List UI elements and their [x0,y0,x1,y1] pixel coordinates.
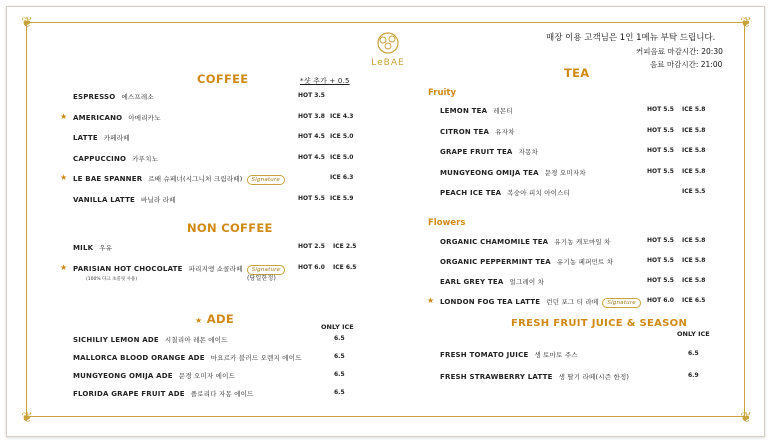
menu-item-row [440,372,629,381]
menu-item-name: FLORIDA GRAPE FRUIT ADE [73,390,185,398]
menu-item-name: AMERICANO [73,113,123,122]
menu-item-row [440,277,544,286]
menu-item-name: MUNGYEONG OMIJA ADE [73,372,173,380]
menu-item-name: CAPPUCCINO [73,154,127,163]
ice-price: ICE 5.8 [682,106,706,113]
star-icon: ★ [60,173,68,182]
item-price: 6.5 [334,371,345,378]
menu-item-row [73,353,302,362]
menu-item-korean: 에스프레소 [121,93,154,101]
hot-price: HOT 5.5 [298,194,325,202]
ice-price: ICE 5.8 [682,167,706,175]
menu-item-name: ESPRESSO [73,93,116,101]
menu-item-row [440,257,613,266]
hot-price: HOT 5.5 [647,237,674,244]
fruity-subtitle: Fruity [428,88,457,98]
menu-item-name: MALLORCA BLOOD ORANGE ADE [73,354,205,362]
hot-price: HOT 4.5 [298,153,325,161]
juice-title: FRESH FRUIT JUICE & SEASON [511,318,688,329]
signature-badge: Signature [247,175,285,185]
menu-item-korean: 유자차 [495,127,515,136]
menu-item-row [73,174,285,185]
star-icon: ★ [60,263,68,272]
menu-item-korean: 카페라떼 [103,134,130,142]
item-price: 6.9 [688,372,699,379]
item-price: 6.5 [334,335,345,342]
menu-item-korean: 카푸치노 [132,154,159,163]
ice-price: ICE 5.8 [682,277,706,284]
ice-price: ICE 5.8 [682,237,706,244]
ade-title [195,312,234,326]
menu-item-row [73,371,235,380]
menu-item-korean: 자몽차 [518,148,538,156]
menu-item-row [440,350,578,359]
menu-item-row [73,243,112,252]
coffee-close-time: 커피음료 마감시간: 20:30 [636,47,723,56]
chocolate-limit: (당일한정) [247,275,277,282]
menu-item-row [73,154,158,163]
shot-add-note: *샷 추가 + 0.5 [300,77,350,85]
menu-item-row [73,92,154,101]
ice-price: ICE 2.5 [333,243,357,250]
menu-item-korean: 마요르카 블러드 오렌지 에이드 [210,354,302,362]
menu-item-name: CITRON TEA [440,127,490,136]
hot-price: HOT 5.5 [647,167,674,175]
menu-item-name: MILK [73,244,94,252]
menu-item-korean: 얼그레이 차 [509,278,545,286]
menu-item-name: PEACH ICE TEA [440,189,502,197]
ice-price: ICE 6.5 [333,264,357,271]
menu-item-korean: 문경 오미자 에이드 [178,372,236,380]
menu-item-korean: 플로리다 자몽 에이드 [190,390,254,398]
hot-price: HOT 5.5 [647,106,674,113]
brand-logo [368,30,408,68]
menu-item-korean: 레몬티 [493,107,513,115]
ade-only-ice: ONLY ICE [321,323,354,331]
chocolate-note: (100% 다크 초콜릿 사용) [86,277,138,282]
ice-price: ICE 5.8 [682,147,706,154]
hot-price: HOT 2.5 [298,243,325,250]
menu-item-name: EARL GREY TEA [440,278,504,286]
flowers-subtitle: Flowers [428,218,466,228]
ice-price: ICE 4.3 [330,112,354,120]
drink-close-time: 음료 마감시간: 21:00 [650,60,723,69]
ice-price: ICE 5.8 [682,126,706,134]
menu-item-korean: 우유 [99,244,113,252]
menu-item-row [440,168,586,177]
item-price: 6.5 [334,389,345,396]
ice-price: ICE 5.5 [682,188,706,195]
hot-price: HOT 5.5 [647,257,674,264]
star-icon: ★ [60,111,68,121]
hot-price: HOT 5.5 [647,277,674,284]
hot-price: HOT 6.0 [298,264,325,271]
menu-item-korean: 바닐라 라떼 [141,195,176,204]
menu-item-korean: 유기농 페퍼민트 차 [556,258,614,266]
menu-item-korean: 아메리카노 [128,113,161,122]
menu-item-name: LATTE [73,134,98,142]
menu-item-korean: 파리지앵 쇼콜라떼 [188,265,243,273]
ice-price: ICE 5.8 [682,257,706,264]
menu-item-row [440,106,513,115]
menu-item-korean: 문경 오미자차 [544,168,586,177]
menu-item-row [440,127,515,136]
menu-item-row [440,147,538,156]
menu-item-name: FRESH STRAWBERRY LATTE [440,373,553,381]
coffee-title: COFFEE [197,72,249,86]
menu-item-name: LEMON TEA [440,107,488,115]
ice-price: ICE 5.0 [330,133,354,140]
menu-item-korean: 런던 포그 티 라떼 [546,298,599,306]
star-icon: ★ [427,296,435,305]
menu-item-korean: 복숭아 피치 아이스티 [507,189,571,197]
menu-item-korean: 생 딸기 라떼(시즌 한정) [558,373,630,381]
menu-item-name: PARISIAN HOT CHOCOLATE [73,265,183,273]
menu-item-name: LE BAE SPANNER [73,175,143,183]
menu-item-korean: 르배 슈페너(시그니처 크림라떼) [148,175,243,183]
menu-item-name: VANILLA LATTE [73,195,136,204]
hot-price: HOT 3.5 [298,92,325,99]
ice-price: ICE 6.3 [330,174,354,181]
menu-item-korean: 유기농 캐모마일 차 [554,238,611,246]
menu-item-name: MUNGYEONG OMIJA TEA [440,168,539,177]
signature-badge: Signature [247,265,285,275]
menu-item-row [73,335,228,344]
hot-price: HOT 6.0 [647,297,674,304]
signature-badge: Signature [602,298,640,308]
bee-flower-logo-icon [370,30,406,56]
corner-ornament-icon: ❦ [21,410,33,426]
menu-item-name: SICHILIY LEMON ADE [73,336,159,344]
hot-price: HOT 4.5 [298,133,325,140]
menu-item-row [73,389,254,398]
menu-item-row [73,113,161,122]
corner-ornament-icon: ❦ [21,15,33,31]
item-price: 6.5 [688,350,699,357]
menu-item-row [440,237,611,246]
corner-ornament-icon: ❦ [740,410,752,426]
star-icon: ★ [195,316,203,325]
menu-item-name: ORGANIC PEPPERMINT TEA [440,258,551,266]
ice-price: ICE 5.9 [330,194,354,202]
noncoffee-title: NON COFFEE [187,221,273,235]
ice-price: ICE 6.5 [682,297,706,304]
menu-item-row [73,195,176,204]
ade-title-text: ADE [206,312,234,326]
menu-item-name: LONDON FOG TEA LATTE [440,298,541,306]
notice-text: 매장 이용 고객님은 1인 1메뉴 부탁 드립니다. [546,33,716,43]
menu-item-korean: 생 토마토 주스 [534,351,578,359]
menu-item-name: FRESH TOMATO JUICE [440,351,529,359]
tea-title: TEA [564,66,590,80]
menu-item-korean: 시칠리아 레몬 에이드 [164,336,228,344]
juice-only-ice: ONLY ICE [677,330,710,338]
item-price: 6.5 [334,353,345,360]
corner-ornament-icon: ❦ [740,15,752,31]
hot-price: HOT 5.5 [647,126,674,134]
logo-text: LeBAE [371,58,405,68]
menu-item-name: ORGANIC CHAMOMILE TEA [440,238,549,246]
menu-item-row [440,297,641,308]
menu-item-row [440,188,570,197]
hot-price: HOT 3.8 [298,112,325,120]
ice-price: ICE 5.0 [330,153,354,161]
menu-item-row [73,133,130,142]
menu-item-name: GRAPE FRUIT TEA [440,148,513,156]
hot-price: HOT 5.5 [647,147,674,154]
